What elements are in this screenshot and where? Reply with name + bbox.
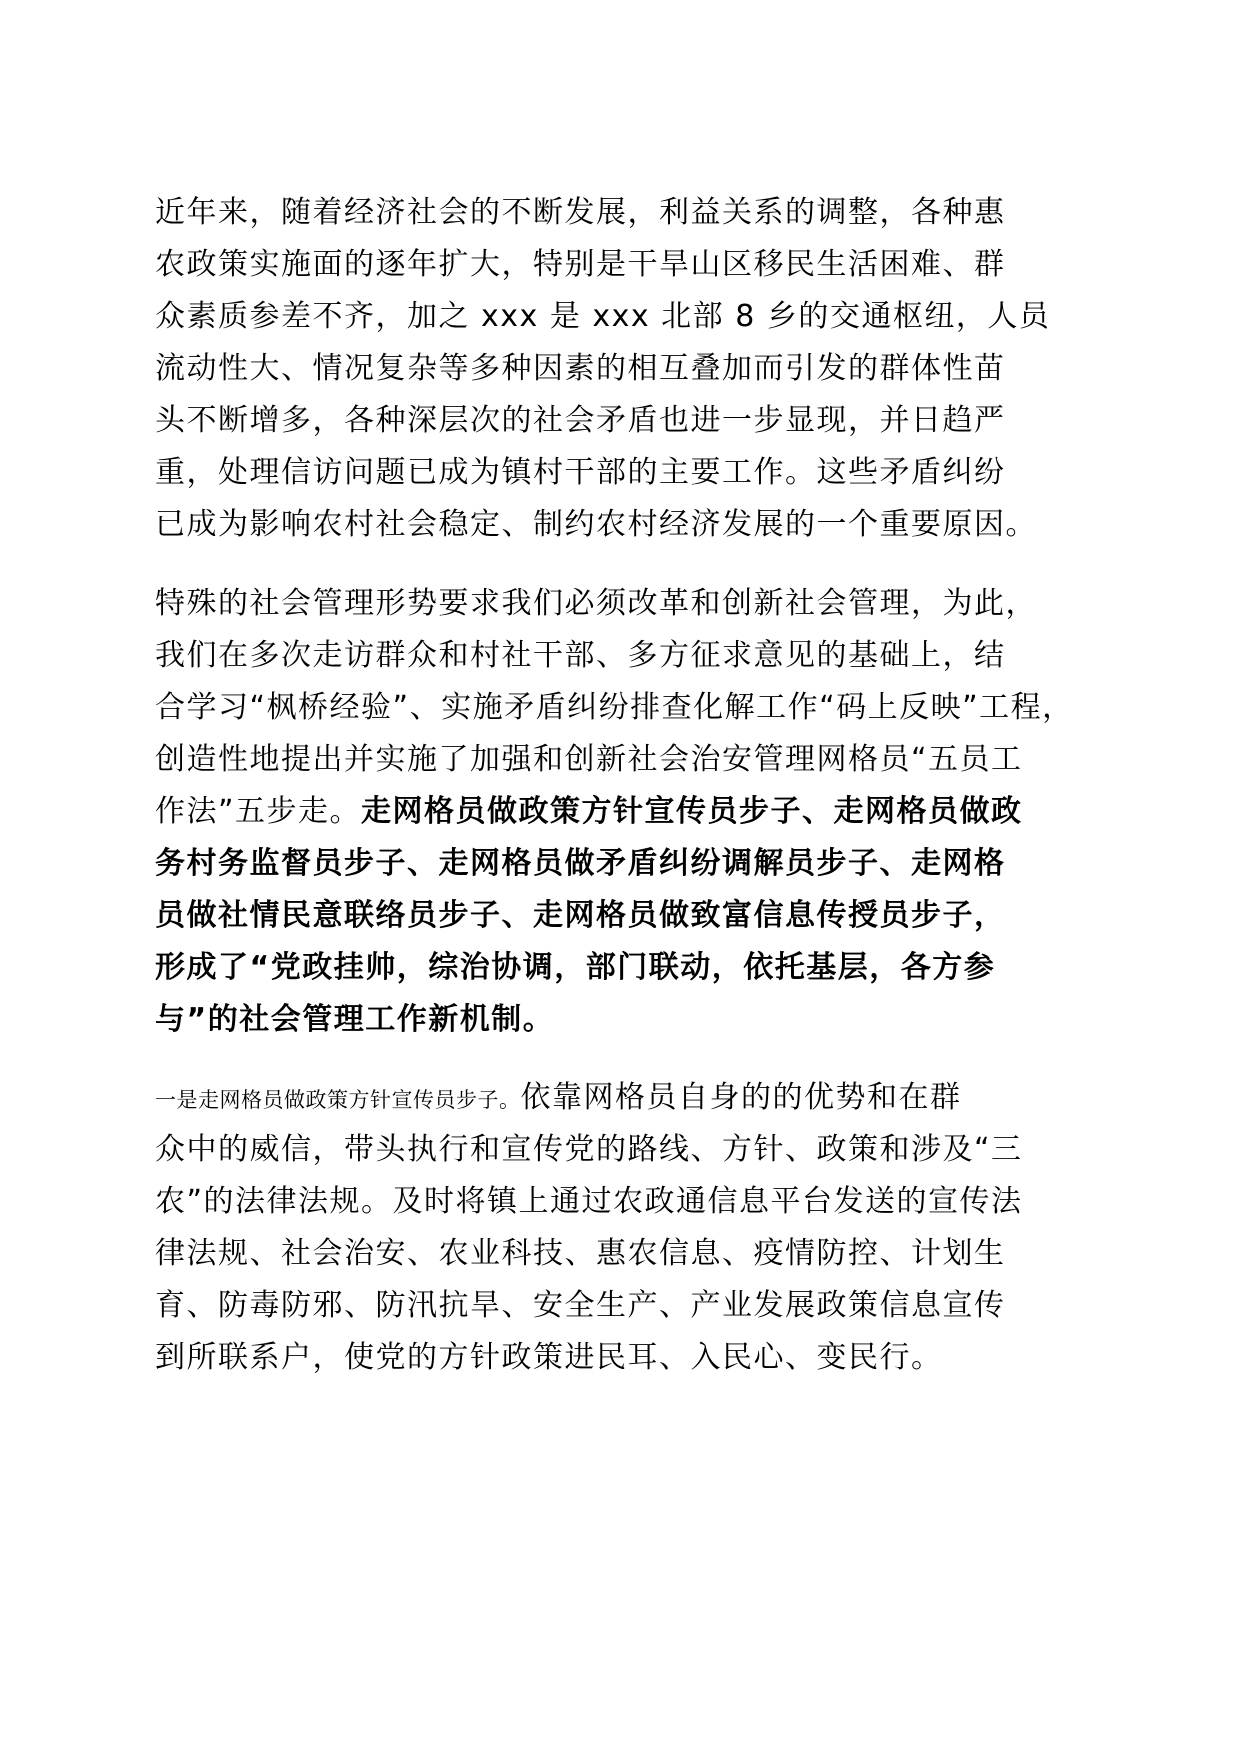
- paragraph-2-line-2: 我们在多次走访群众和村社干部、多方征求意见的基础上，结: [155, 638, 1006, 673]
- paragraph-2-bold-line-1: 务村务监督员步子、走网格员做矛盾纠纷调解员步子、走网格: [155, 846, 1006, 881]
- paragraph-2-bold-line-2: 员做社情民意联络员步子、走网格员做致富信息传授员步子，: [155, 898, 1006, 933]
- paragraph-2-line-4: 创造性地提出并实施了加强和创新社会治安管理网格员“五员工: [155, 742, 1023, 777]
- paragraph-3-line-4: 律法规、社会治安、农业科技、惠农信息、疫情防控、计划生: [155, 1236, 1006, 1271]
- paragraph-1-line-1: 近年来，随着经济社会的不断发展，利益关系的调整，各种惠: [155, 195, 1006, 230]
- paragraph-3-line-1: [155, 1078, 962, 1118]
- paragraph-3-line-3: 农”的法律法规。及时将镇上通过农政通信息平台发送的宣传法: [155, 1184, 1023, 1219]
- paragraph-2-line-5: [155, 792, 1023, 832]
- paragraph-1-line-6: 重，处理信访问题已成为镇村干部的主要工作。这些矛盾纠纷: [155, 455, 1006, 490]
- paragraph-3-lead-text: 依靠网格员自身的的优势和在群: [520, 1080, 962, 1115]
- paragraph-2-line-3: 合学习“枫桥经验”、实施矛盾纠纷排查化解工作“码上反映”工程，: [155, 690, 1074, 725]
- paragraph-3-lead-heading: 一是走网格员做政策方针宣传员步子。: [155, 1088, 521, 1112]
- paragraph-3-line-2: 众中的威信，带头执行和宣传党的路线、方针、政策和涉及“三: [155, 1132, 1023, 1167]
- paragraph-1-line-4: 流动性大、情况复杂等多种因素的相互叠加而引发的群体性苗: [155, 351, 1006, 386]
- paragraph-2-line-5-bold: 走网格员做政策方针宣传员步子、走网格员做政: [361, 794, 1023, 829]
- paragraph-1-line-2: 农政策实施面的逐年扩大，特别是干旱山区移民生活困难、群: [155, 247, 1006, 282]
- paragraph-3-line-5: 育、防毒防邪、防汛抗旱、安全生产、产业发展政策信息宣传: [155, 1288, 1006, 1323]
- paragraph-1-line-7: 已成为影响农村社会稳定、制约农村经济发展的一个重要原因。: [155, 507, 1037, 542]
- paragraph-1-line-5: 头不断增多，各种深层次的社会矛盾也进一步显现，并日趋严: [155, 403, 1006, 438]
- paragraph-2-bold-line-4: 与”的社会管理工作新机制。: [155, 1002, 555, 1037]
- paragraph-3-line-6: 到所联系户，使党的方针政策进民耳、入民心、变民行。: [155, 1340, 943, 1375]
- paragraph-2-bold-line-3: 形成了“党政挂帅，综治协调，部门联动，依托基层，各方参: [155, 950, 996, 985]
- paragraph-1-line-3: 众素质参差不齐，加之 xxx 是 xxx 北部 8 乡的交通枢纽，人员: [155, 299, 1051, 334]
- paragraph-2-line-1: 特殊的社会管理形势要求我们必须改革和创新社会管理，为此，: [155, 586, 1037, 621]
- paragraph-2-line-5-normal: 作法”五步走。: [155, 794, 362, 829]
